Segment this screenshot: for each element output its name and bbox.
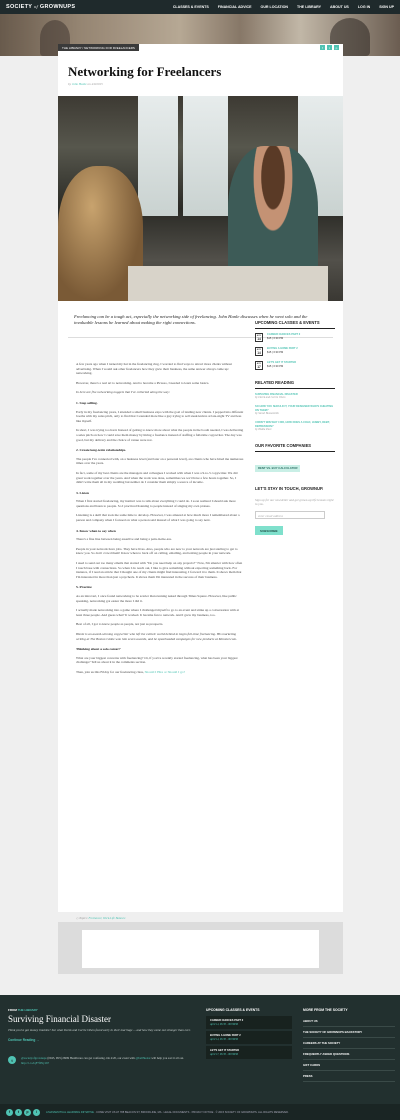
section-heading: 2. Create long-term relationships. (76, 448, 127, 453)
article-intro: Freelancing can be a tough act, especially the networking side of freelancing. John Hanle discusses when he went solo and the invaluable lessons he learned about making the right connections. (74, 314, 308, 325)
email-input[interactable]: enter email address (255, 511, 325, 519)
author-bio: Hanle is an award-winning copywriter who left the cubicle world behind to begin full-time freelancing. His marketing writing at The Boston Globe won him seven awards, and he spearheaded campaigns for new products at Monster.com. (76, 631, 237, 641)
footer-links-heading: MORE FROM THE SOCIETY (303, 1008, 348, 1012)
calendar-icon (255, 333, 263, 342)
event-month: APR (256, 334, 262, 337)
nav-library[interactable]: THE LIBRARY (297, 5, 322, 9)
event-item[interactable] (255, 347, 335, 356)
event-month: APR (256, 362, 262, 365)
paragraph-text: Then, join us this Friday for our freelancing class, (76, 669, 144, 674)
tweet-handle[interactable]: @societyofgrownups (21, 1056, 47, 1061)
related-author: by Hadia Pace (255, 428, 272, 432)
event-name[interactable]: BUYING A HOME PART 2 (267, 347, 298, 350)
related-author: by Derek and Carrie Olsen (255, 396, 286, 400)
top-nav-bar (0, 0, 400, 14)
share-label: SHARE (305, 45, 316, 50)
tweet-text (21, 1056, 198, 1065)
footer-link[interactable]: THE SOCIETY OF GROWNUPS BACKSTORY (303, 1027, 395, 1038)
tag-icon: ◇ (76, 916, 79, 920)
sidebar (255, 320, 335, 537)
related-heading: RELATED READING (255, 380, 335, 389)
paragraph: However, there's a real art to networking. And to become a Picasso, I needed to learn some basics. (76, 380, 210, 385)
upcoming-heading: UPCOMING CLASSES & EVENTS (255, 320, 335, 329)
article-body (76, 362, 244, 680)
tweet-link[interactable]: http://t.co/iqF7f0Sy167 (21, 1060, 50, 1065)
tags-list[interactable]: Freelancer, Work-Life Balance (88, 916, 126, 920)
related-item[interactable] (255, 393, 335, 399)
event-meta: $15 | 6:30 PM (267, 337, 284, 340)
share-bar (306, 45, 339, 50)
paragraph (76, 670, 244, 675)
footer-event[interactable] (206, 1031, 292, 1044)
paragraph: In short, I was trying too hard. Instead of getting to know more about what the people in the booth needed, I was delivering a sales pitch on how I could save them money by hiring a freelance instead of staffing a full-time copywriter. The day was good, but my delivery and the choice of venue were not. (76, 428, 244, 442)
bottom-bar (0, 1104, 400, 1120)
calendar-icon (255, 347, 263, 356)
paragraph: I used to send out too many emails that started with "Do you need help on any projects?" Now, I'm smarter with how often I touch base with connections. So when I do reach out, I like to give something without expecting something back. For instance, if I read an article that I thought one of my clients might find interesting, I forward it to them. It shows them that I'm interested in more than just a paycheck. It shows them I'm interested in the success of their business. (76, 561, 243, 579)
footer-events (206, 1008, 292, 1061)
companies-heading: OUR FAVORITE COMPANIES (255, 443, 335, 452)
footer-link[interactable]: PRESS (303, 1071, 395, 1082)
tweet-mention[interactable]: @bellSkolar (135, 1056, 151, 1061)
photo-table (128, 266, 328, 301)
ad-container (58, 922, 343, 974)
event-meta: $15 | 6:30 PM (267, 365, 284, 368)
event-name[interactable]: LET'S GET IT STARTED (267, 361, 297, 364)
newsletter-heading: LET'S STAY IN TOUCH, GROWNUP. (255, 486, 324, 492)
paragraph: In here are five networking nuggets that I've collected along the way: (76, 390, 170, 395)
section-heading: 5. Practice (76, 585, 92, 590)
facebook-icon[interactable]: f (320, 45, 325, 50)
related-item[interactable] (255, 405, 335, 415)
footer-feature (8, 1008, 198, 1065)
main-nav (173, 5, 394, 9)
photo-window (138, 96, 178, 216)
byline-author[interactable]: John Hanle (71, 82, 87, 86)
footer-link[interactable]: GIFT CARDS (303, 1060, 395, 1071)
tags (76, 916, 125, 920)
footer-feature-title[interactable]: Surviving Financial Disaster (8, 1014, 111, 1024)
facebook-icon[interactable]: f (6, 1109, 13, 1116)
logo-text: SOCIETY (6, 4, 33, 10)
copyright-rest: · COME VISIT US AT 788 BEACON ST, BROOKLINE, MA · LEGAL DOCUMENTS · PRIVACY NOTICE · © 2015 SOCIETY OF GROWNUPS. ALL RIGHTS RESERVED. (94, 1110, 289, 1114)
newsletter-text: Sign up for our newsletter and get grown-up life lessons right to you. (255, 498, 334, 507)
paragraph: When I first started freelancing, my instinct was to talk about everything I could do. I soon realized I should ask more questions and listen to people. So I practiced listening to people instead of singing my own praises. (76, 499, 236, 508)
event-item[interactable] (255, 361, 335, 370)
photo-window (183, 96, 228, 216)
related-title[interactable]: SURVIVING FINANCIAL DISASTER (255, 393, 298, 396)
nav-classes[interactable]: CLASSES & EVENTS (172, 5, 209, 9)
event-meta: $15 | 6:30 PM (267, 351, 284, 354)
footer (0, 995, 400, 1120)
article-title: Networking for Freelancers (68, 64, 222, 79)
nav-about[interactable]: ABOUT US (330, 5, 349, 9)
subscribe-button[interactable]: SUBSCRIBE (255, 526, 283, 535)
tweet-end: will help you sort it all out. (151, 1056, 185, 1061)
footer-link[interactable]: CAREERS AT THE SOCIETY (303, 1038, 395, 1049)
footer-event[interactable] (206, 1016, 292, 1029)
ad-slot[interactable] (82, 930, 319, 968)
tags-label: Topics: (79, 916, 88, 920)
logo-text-end: GROWNUPS (39, 4, 76, 10)
paragraph: Early in my freelancing years, I attended a small business expo with the goal of landing new clients. I popped into different booths with my sales pitch, only to find that I sounded more like a guy trying to sell steak knives at late-night TV and less like myself. (76, 409, 244, 423)
paragraph: In fact, some of my best clients are the managers and colleagues I worked with when I was a 9-to-5 copywriter. We did great work together over the years. And when the work was done, sometimes we we'd have a few hours together. So, I didn't write them all in my wedding but neither do I consider them simply a source of income. (76, 470, 238, 485)
paragraph: The people I've connected with, on a business level (and later on a personal level), are clients who have hired me numerous times over the years. (76, 456, 244, 466)
footer-event-name: BUYING A HOME PART 2 (210, 1033, 241, 1037)
footer-link[interactable]: ABOUT US (303, 1016, 395, 1027)
footer-event-meta: April 14, 06:30 - 08:00PM (210, 1037, 238, 1041)
site-logo[interactable] (6, 4, 75, 10)
logo-of: of (33, 4, 39, 9)
company-pill[interactable]: RENT VS. BUY CALCULATOR (255, 465, 300, 472)
footer-kicker (8, 1008, 198, 1012)
kicker-from: FROM (8, 1008, 17, 1012)
class-link[interactable]: Should I Hire or Should I go? (144, 669, 185, 674)
event-item[interactable] (255, 333, 335, 342)
paragraph: There's a fine line between being assertive and being a pain-in-the-ass. (76, 537, 172, 542)
article-card (58, 44, 343, 920)
paragraph: As an introvert, I once found networking to be scarier than running naked through Times Square. However, like public speaking, networking got easier the more I did it. (76, 594, 237, 603)
social-icons (6, 1109, 40, 1116)
nav-signup[interactable]: SIGN UP (379, 5, 394, 9)
tweet-body: (0045, 99%) 9999 Healthcare can get confusing. On 4/20, our event with (47, 1056, 135, 1061)
section-heading: 3. Listen (76, 490, 89, 495)
footer-links (303, 1008, 395, 1082)
event-day: 17 (257, 364, 261, 369)
twitter-icon[interactable]: t (327, 45, 332, 50)
byline-prefix: by (68, 82, 72, 86)
paragraph: I actually made networking into a game where I challenged myself to go to an event and strike up a conversation with at least three people. And guess what? It worked. It became fun to network. And I grew my business, too. (76, 608, 240, 617)
event-day: 14 (257, 350, 261, 355)
breadcrumb[interactable] (58, 44, 139, 51)
continue-reading-link[interactable]: Continue Reading → (8, 1038, 40, 1043)
copyright-main[interactable]: A MASSMUTUAL LEARNING INITIATIVE (46, 1110, 94, 1114)
instagram-icon[interactable]: i (33, 1109, 40, 1116)
footer-event-meta: April 17, 06:30 - 08:00PM (210, 1052, 238, 1056)
footer-event[interactable] (206, 1046, 292, 1059)
paragraph: A few years ago when I turned my hat in the freelancing ring, I worried to find ways to attract more clients without advertising. When I would ask other freelancers how they grew their business, the same answer always came up: networking. (76, 362, 233, 376)
twitter-icon[interactable]: t (15, 1109, 22, 1116)
article-photo (58, 96, 343, 301)
related-title[interactable]: I DIDN'T WIN WHY I DID, HOW DOES A COLD, HUBBY, DEBT, DEPRESSION? (255, 421, 330, 428)
byline-date: on 4/9/2015 (87, 82, 103, 86)
twitter-icon[interactable]: t (8, 1056, 16, 1064)
copyright (46, 1111, 289, 1114)
section-heading: 1. Stop selling. (76, 400, 98, 405)
footer-link[interactable]: FREQUENTLY ASKED QUESTIONS (303, 1049, 395, 1060)
event-name[interactable]: CAREER CHOICES PART 2 (267, 333, 301, 336)
section-heading: 4. Know when to say when (76, 528, 116, 533)
section-heading: Thinking about a solo career? (76, 647, 121, 652)
nav-location[interactable]: OUR LOCATION (260, 5, 289, 9)
nav-financial-advice[interactable]: FINANCIAL ADVICE (217, 5, 252, 9)
related-author: by Sarah Buonomillo (255, 412, 279, 416)
kicker-source[interactable]: THE LIBRARY (17, 1008, 38, 1012)
paragraph: People in your network have jobs. They have lives. Also, people who are new to your network are just starting to get to know you. So don't crowd them! Know when to back off on calling, emailing, and texting people in your network. (76, 546, 238, 556)
footer-feature-desc: Think you've got money troubles? See what Derek and Carrie Olsen faced early in their marriage ... and how they came out stronger than ever. (8, 1028, 191, 1032)
pinterest-icon[interactable]: p (24, 1109, 31, 1116)
paragraph: Listening is a skill that took me some time to develop. However, I was amazed at how much more I remembered about a person and company when I focused on what a person said instead of what I was going to say next. (76, 513, 240, 523)
byline (68, 82, 103, 86)
paragraph: Best of all, I got to know people as people, not just as prospects. (76, 622, 164, 627)
breadcrumb-text: THE LIBRARY / NETWORKING FOR FREELANCERS (62, 45, 135, 50)
footer-event-name: LET'S GET IT STARTED (210, 1048, 240, 1052)
related-title[interactable]: SO HOW YOU SHOULD IT, YOUR DESIGNER WHO'S CHEATING ON THEM? (255, 405, 334, 412)
pinterest-icon[interactable]: p (335, 45, 338, 50)
footer-events-heading: UPCOMING CLASSES & EVENTS (206, 1008, 260, 1012)
event-month: APR (256, 348, 262, 351)
footer-event-meta: April 14, 06:30 - 08:00PM (210, 1022, 238, 1026)
nav-login[interactable]: LOG IN (357, 5, 371, 9)
calendar-icon (255, 361, 263, 370)
event-day: 14 (257, 336, 261, 341)
footer-event-name: CAREER CHOICES PART 2 (210, 1018, 244, 1022)
related-item[interactable] (255, 421, 335, 431)
tweet (8, 1056, 198, 1065)
paragraph: What are your biggest concerns with freelancing? Or, if you've recently started freelancing, what has been your biggest challenge? Tell us about it in the comments section. (76, 655, 238, 665)
